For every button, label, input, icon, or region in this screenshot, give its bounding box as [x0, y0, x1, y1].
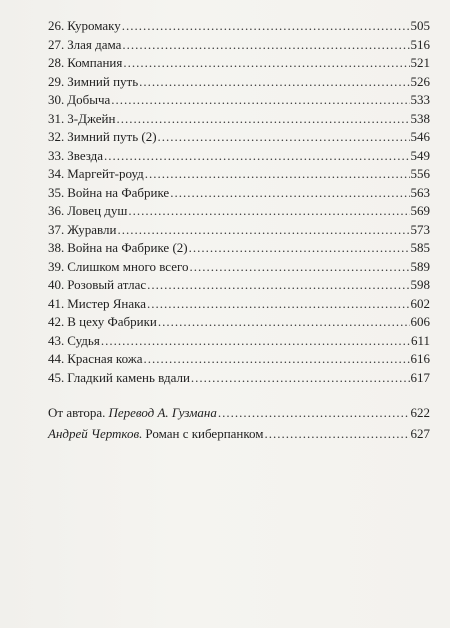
page-number: 538 [410, 110, 430, 126]
page-number: 589 [410, 258, 430, 274]
chapter-number: 43. [48, 332, 65, 348]
toc-entry [48, 350, 430, 369]
chapter-number: 36. [48, 203, 65, 218]
chapter-title: Маргейт-роуд [67, 166, 144, 181]
toc-entry-essay [48, 423, 430, 444]
translator-credit: Перевод А. Гузмана [108, 405, 217, 420]
essay-title: Роман с киберпанком [145, 426, 264, 441]
page-number: 606 [410, 314, 430, 329]
page-number: 549 [410, 147, 430, 163]
dot-leader [144, 350, 410, 369]
page-number: 602 [410, 295, 430, 311]
chapter-title: Гладкий камень вдали [67, 369, 190, 385]
page-number: 526 [410, 73, 430, 89]
dot-leader [189, 258, 409, 277]
chapter-number: 28. [48, 55, 65, 70]
dot-leader [128, 202, 409, 221]
toc-entry [48, 73, 430, 92]
chapter-number: 41. [48, 295, 65, 311]
dot-leader [101, 332, 410, 351]
chapter-title: Слишком много всего [67, 258, 189, 274]
section-spacer [48, 387, 430, 402]
chapter-number: 26. [48, 18, 65, 33]
chapter-title: Ловец душ [67, 203, 128, 218]
chapter-title: В цеху Фабрики [67, 314, 157, 329]
toc-entry [48, 202, 430, 221]
dot-leader [189, 239, 410, 258]
toc-entry [48, 147, 430, 166]
chapter-number: 39. [48, 258, 65, 274]
chapter-number: 40. [48, 277, 65, 292]
chapter-title: Судья [67, 332, 100, 348]
chapter-title: Война на Фабрике [67, 184, 170, 200]
dot-leader [104, 147, 409, 166]
toc-entry [48, 54, 430, 73]
dot-leader [111, 91, 409, 110]
chapter-number: 37. [48, 221, 65, 237]
chapter-number: 29. [48, 73, 65, 89]
chapter-number: 33. [48, 147, 65, 163]
dot-leader [158, 128, 410, 147]
dot-leader [139, 73, 409, 92]
chapter-number: 32. [48, 129, 65, 144]
page-number: 533 [410, 92, 430, 107]
chapter-title: Звезда [67, 147, 104, 163]
table-of-contents [48, 17, 430, 444]
page-number: 616 [410, 351, 430, 366]
dot-leader [265, 423, 410, 444]
page-number: 563 [410, 184, 430, 200]
chapter-title: Компания [67, 55, 123, 70]
essay-author: Андрей Чертков. [48, 426, 143, 441]
chapter-number: 45. [48, 369, 65, 385]
chapter-number: 27. [48, 36, 65, 52]
page-number: 505 [410, 18, 430, 33]
toc-entry [48, 239, 430, 258]
toc-entry [48, 165, 430, 184]
page-number: 573 [410, 221, 430, 237]
page-number: 556 [410, 166, 430, 181]
dot-leader [147, 276, 409, 295]
chapter-number: 34. [48, 166, 65, 181]
toc-entry [48, 369, 430, 388]
toc-entry [48, 128, 430, 147]
toc-entry [48, 295, 430, 314]
dot-leader [191, 369, 410, 388]
dot-leader [158, 313, 410, 332]
chapter-title: Розовый атлас [67, 277, 147, 292]
page-number: 516 [410, 36, 430, 52]
dot-leader [145, 165, 410, 184]
chapter-title: Зимний путь (2) [67, 129, 157, 144]
dot-leader [218, 402, 410, 423]
page-number: 627 [410, 426, 430, 441]
chapter-title: 3-Джейн [67, 110, 116, 126]
toc-entry [48, 17, 430, 36]
dot-leader [117, 221, 409, 240]
chapter-number: 35. [48, 184, 65, 200]
chapter-title: Мистер Янака [67, 295, 147, 311]
toc-entry [48, 258, 430, 277]
dot-leader [122, 17, 410, 36]
toc-entry [48, 36, 430, 55]
dot-leader [170, 184, 409, 203]
afterword-label: От автора. [48, 405, 106, 420]
toc-entry [48, 332, 430, 351]
toc-entry [48, 313, 430, 332]
chapter-number: 38. [48, 240, 65, 255]
chapter-number: 30. [48, 92, 65, 107]
toc-entry [48, 110, 430, 129]
page-number: 598 [410, 277, 430, 292]
dot-leader [123, 54, 409, 73]
page-number: 546 [410, 129, 430, 144]
page-number: 585 [410, 240, 430, 255]
page-number: 622 [410, 405, 430, 420]
chapter-title: Злая дама [67, 36, 122, 52]
toc-entry [48, 184, 430, 203]
chapter-title: Куромаку [67, 18, 121, 33]
toc-entry [48, 221, 430, 240]
page-number: 611 [410, 332, 430, 348]
chapter-title: Война на Фабрике (2) [67, 240, 188, 255]
page-number: 617 [410, 369, 430, 385]
chapter-title: Журавли [67, 221, 117, 237]
toc-entry-afterword [48, 402, 430, 423]
page-number: 521 [410, 55, 430, 70]
chapter-title: Добыча [67, 92, 111, 107]
chapter-title: Зимний путь [67, 73, 139, 89]
page-number: 569 [410, 203, 430, 218]
toc-entry [48, 276, 430, 295]
chapter-number: 31. [48, 110, 65, 126]
chapter-number: 42. [48, 314, 65, 329]
dot-leader [147, 295, 409, 314]
chapter-title: Красная кожа [67, 351, 143, 366]
toc-entry [48, 91, 430, 110]
dot-leader [122, 36, 409, 55]
dot-leader [116, 110, 409, 129]
chapter-number: 44. [48, 351, 65, 366]
